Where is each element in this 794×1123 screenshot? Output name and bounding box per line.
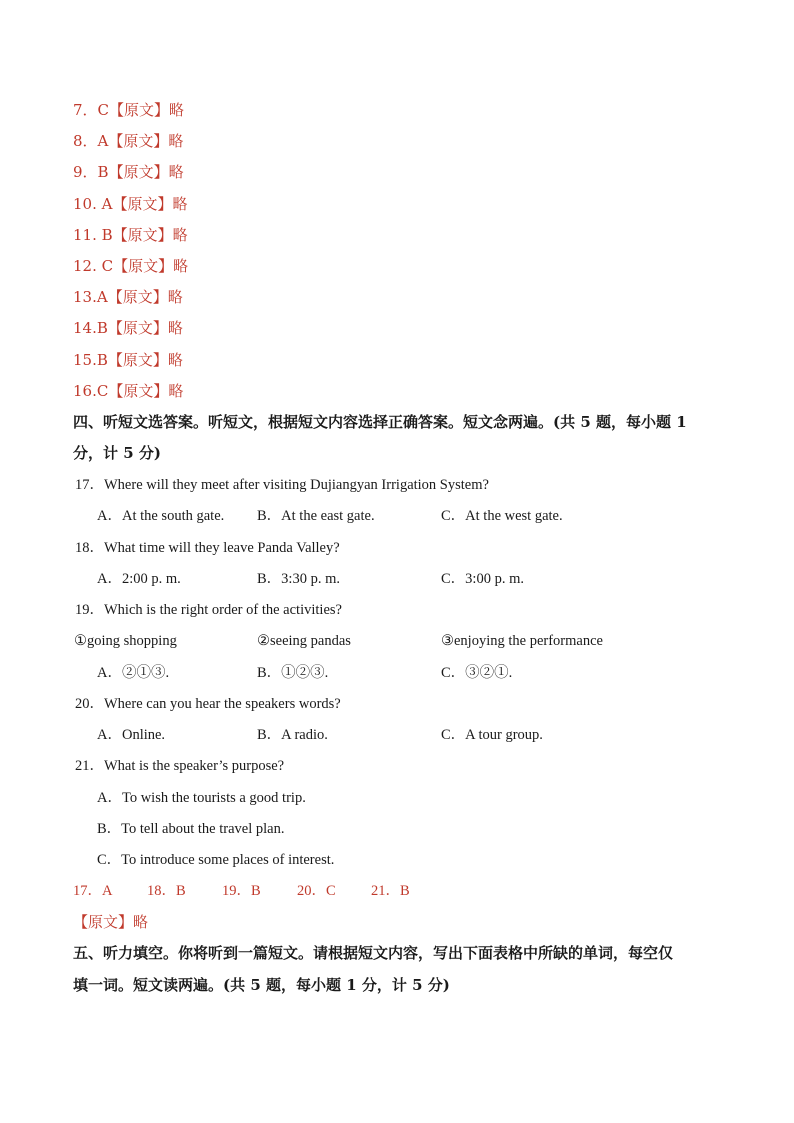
answer-item: 14.B【原文】略 [73, 319, 183, 337]
question-20-option-b: B．A radio. [257, 727, 328, 743]
answer-key-18: 18．B [147, 883, 186, 899]
question-17-option-a: A．At the south gate. [97, 508, 225, 524]
question-18-option-c: C．3:00 p. m. [441, 571, 524, 587]
answer-key-19: 19．B [222, 883, 261, 899]
question-19-option-a: A．②①③. [97, 665, 170, 681]
question-19-item-2: ②seeing pandas [257, 633, 351, 649]
question-19-item-3: ③enjoying the performance [441, 633, 603, 649]
question-19-stem: 19．Which is the right order of the activities? [75, 602, 342, 618]
answer-item: 9．B【原文】略 [73, 163, 184, 181]
question-19-option-c: C．③②①. [441, 665, 513, 681]
section-4-heading: 四、听短文选答案。听短文，根据短文内容选择正确答案。短文念两遍。(共 5 题，每小题 1 [73, 413, 687, 431]
answer-key-21: 21．B [371, 883, 410, 899]
question-18-option-a: A．2:00 p. m. [97, 571, 181, 587]
question-21-stem: 21．What is the speaker’s purpose? [75, 758, 285, 774]
question-18-stem: 18．What time will they leave Panda Valley? [75, 540, 340, 556]
answer-item: 15.B【原文】略 [73, 351, 183, 369]
section-4-heading-cont: 分，计 5 分) [73, 444, 161, 462]
question-17-option-c: C．At the west gate. [441, 508, 563, 524]
question-21-option-c: C．To introduce some places of interest. [97, 852, 335, 868]
question-17-stem: 17．Where will they meet after visiting Dujiangyan Irrigation System? [75, 477, 489, 493]
question-20-option-a: A．Online. [97, 727, 166, 743]
question-21-option-a: A．To wish the tourists a good trip. [97, 790, 306, 806]
answer-item: 11. B【原文】略 [73, 226, 188, 244]
question-19-item-1: ①going shopping [74, 633, 177, 649]
answer-item: 12. C【原文】略 [73, 257, 189, 275]
question-19-option-b: B．①②③. [257, 665, 329, 681]
question-20-option-c: C．A tour group. [441, 727, 543, 743]
answer-item: 7．C【原文】略 [73, 101, 185, 119]
answer-item: 16.C【原文】略 [73, 382, 184, 400]
answer-item: 10. A【原文】略 [73, 195, 188, 213]
answer-item: 13.A【原文】略 [73, 288, 183, 306]
question-18-option-b: B．3:30 p. m. [257, 571, 340, 587]
question-17-option-b: B．At the east gate. [257, 508, 375, 524]
question-20-stem: 20．Where can you hear the speakers words? [75, 696, 341, 712]
section-5-heading-cont: 填一词。短文读两遍。(共 5 题，每小题 1 分，计 5 分) [73, 976, 450, 994]
question-21-option-b: B．To tell about the travel plan. [97, 821, 285, 837]
answer-item: 8．A【原文】略 [73, 132, 184, 150]
answer-key-20: 20．C [297, 883, 336, 899]
section-5-heading: 五、听力填空。你将听到一篇短文。请根据短文内容，写出下面表格中所缺的单词，每空仅 [73, 944, 674, 962]
answer-key-original: 【原文】略 [73, 913, 149, 931]
answer-key-17: 17．A [73, 883, 113, 899]
